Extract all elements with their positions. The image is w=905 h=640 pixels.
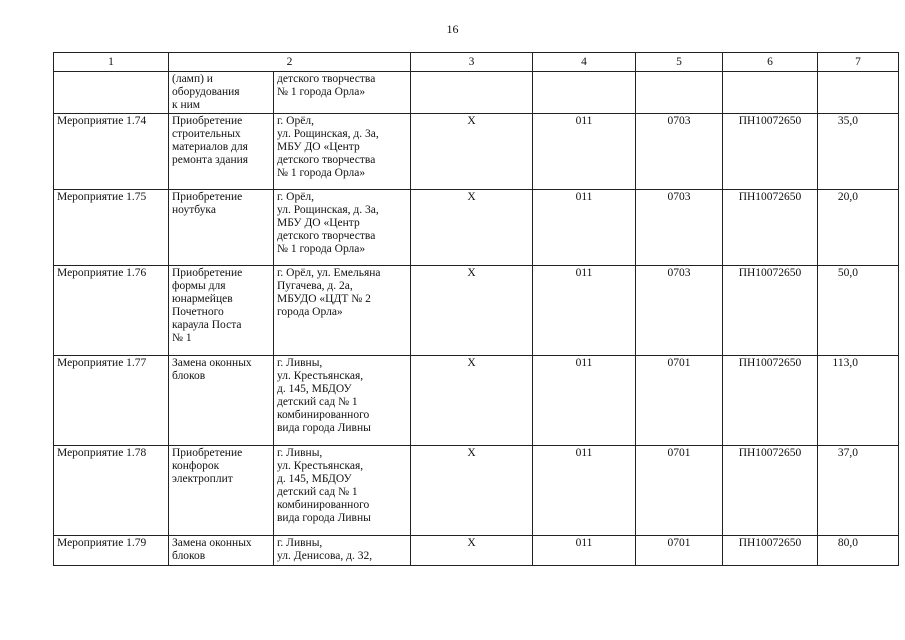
col5-code: 0703 — [636, 266, 723, 356]
col4-code: 011 — [533, 114, 636, 190]
header-row — [54, 53, 899, 72]
budget-table — [53, 52, 899, 566]
col3-value: Х — [411, 114, 533, 190]
col1-measure-label: Мероприятие 1.75 — [54, 190, 169, 266]
header-cell-5: 5 — [636, 53, 723, 72]
col2-location: г. Орёл, ул. Емельяна Пугачева, д. 2а, МБУДО «ЦДТ № 2 города Орла» — [274, 266, 411, 356]
col6-code: ПН10072650 — [723, 266, 818, 356]
col5-code — [636, 72, 723, 114]
col2-description: Приобретение строительных материалов для ремонта здания — [169, 114, 274, 190]
col1-measure-label — [54, 72, 169, 114]
col7-amount — [818, 72, 899, 114]
col5-code: 0701 — [636, 446, 723, 536]
col1-measure-label: Мероприятие 1.76 — [54, 266, 169, 356]
col2-location: г. Ливны, ул. Крестьянская, д. 145, МБДОУ детский сад № 1 комбинированного вида города Ливны — [274, 356, 411, 446]
col1-measure-label: Мероприятие 1.77 — [54, 356, 169, 446]
col6-code: ПН10072650 — [723, 356, 818, 446]
col6-code — [723, 72, 818, 114]
col3-value: Х — [411, 266, 533, 356]
header-cell-4: 4 — [533, 53, 636, 72]
col7-amount: 37,0 — [818, 446, 899, 536]
col3-value — [411, 72, 533, 114]
header-cell-1: 1 — [54, 53, 169, 72]
table-row — [54, 114, 899, 190]
col5-code: 0701 — [636, 536, 723, 566]
col6-code: ПН10072650 — [723, 114, 818, 190]
col4-code: 011 — [533, 446, 636, 536]
table-row — [54, 72, 899, 114]
col1-measure-label: Мероприятие 1.74 — [54, 114, 169, 190]
col1-measure-label: Мероприятие 1.79 — [54, 536, 169, 566]
col7-amount: 20,0 — [818, 190, 899, 266]
col2-description: Приобретение ноутбука — [169, 190, 274, 266]
col5-code: 0703 — [636, 190, 723, 266]
col2-location: г. Орёл, ул. Рощинская, д. 3а, МБУ ДО «Центр детского творчества № 1 города Орла» — [274, 190, 411, 266]
col3-value: Х — [411, 536, 533, 566]
col7-amount: 113,0 — [818, 356, 899, 446]
page-number: 16 — [446, 22, 459, 36]
table-row — [54, 190, 899, 266]
header-cell-3: 3 — [411, 53, 533, 72]
col2-location: г. Ливны, ул. Денисова, д. 32, — [274, 536, 411, 566]
table-row — [54, 356, 899, 446]
col7-amount: 35,0 — [818, 114, 899, 190]
table-row — [54, 446, 899, 536]
col6-code: ПН10072650 — [723, 190, 818, 266]
col2-location: г. Ливны, ул. Крестьянская, д. 145, МБДОУ детский сад № 1 комбинированного вида города Ливны — [274, 446, 411, 536]
col2-description: Приобретение формы для юнармейцев Почетного караула Поста № 1 — [169, 266, 274, 356]
col7-amount: 80,0 — [818, 536, 899, 566]
col5-code: 0701 — [636, 356, 723, 446]
col6-code: ПН10072650 — [723, 446, 818, 536]
table-row — [54, 536, 899, 566]
header-cell-7: 7 — [818, 53, 899, 72]
col3-value: Х — [411, 446, 533, 536]
header-cell-6: 6 — [723, 53, 818, 72]
col2-description: Замена оконных блоков — [169, 536, 274, 566]
col4-code: 011 — [533, 266, 636, 356]
col2-location: детского творчества № 1 города Орла» — [274, 72, 411, 114]
col7-amount: 50,0 — [818, 266, 899, 356]
col2-description: Замена оконных блоков — [169, 356, 274, 446]
col2-description: (ламп) и оборудования к ним — [169, 72, 274, 114]
col4-code — [533, 72, 636, 114]
table-row — [54, 266, 899, 356]
col4-code: 011 — [533, 190, 636, 266]
col5-code: 0703 — [636, 114, 723, 190]
header-cell-2: 2 — [169, 53, 411, 72]
col2-location: г. Орёл, ул. Рощинская, д. 3а, МБУ ДО «Центр детского творчества № 1 города Орла» — [274, 114, 411, 190]
col1-measure-label: Мероприятие 1.78 — [54, 446, 169, 536]
col3-value: Х — [411, 356, 533, 446]
col6-code: ПН10072650 — [723, 536, 818, 566]
col3-value: Х — [411, 190, 533, 266]
col2-description: Приобретение конфорок электроплит — [169, 446, 274, 536]
col4-code: 011 — [533, 536, 636, 566]
col4-code: 011 — [533, 356, 636, 446]
